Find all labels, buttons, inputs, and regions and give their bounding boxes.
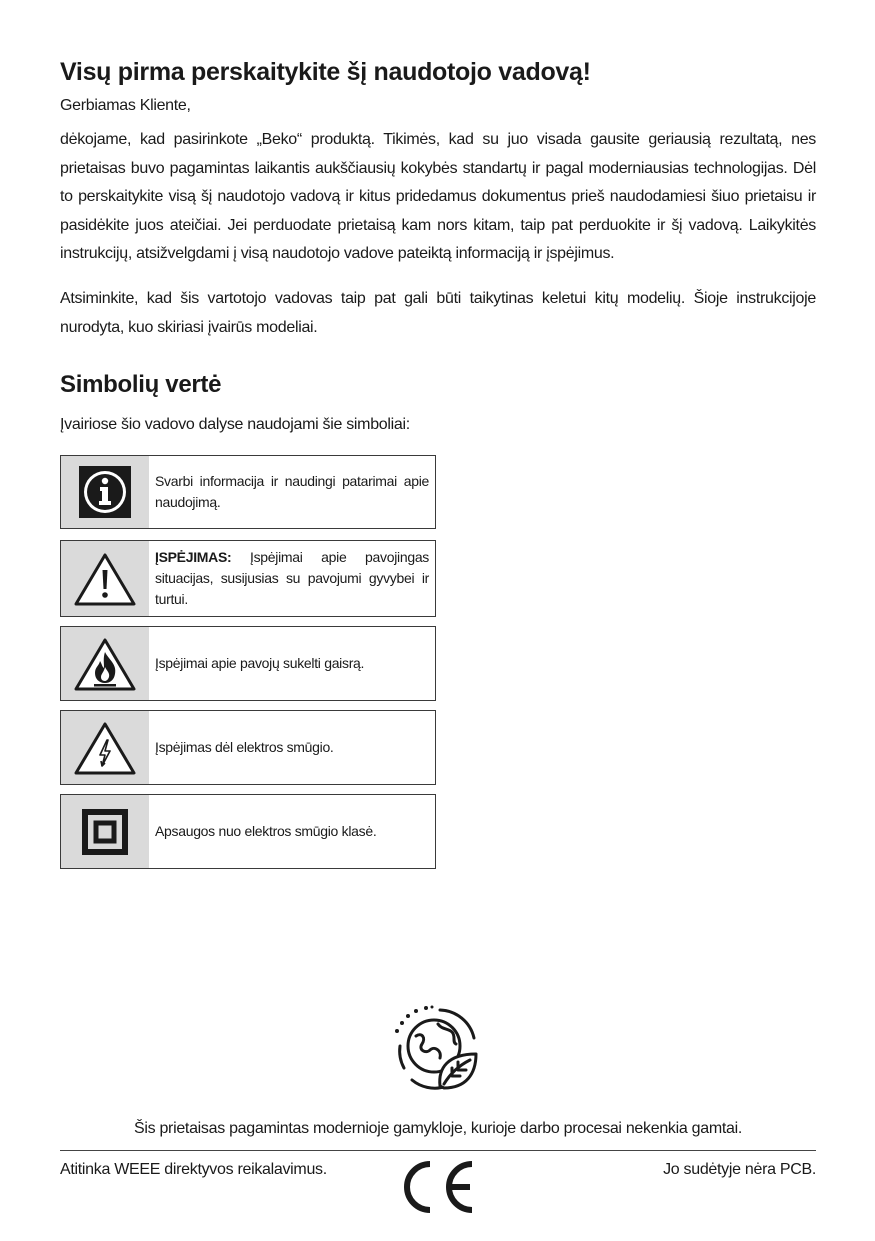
symbol-text-warning	[149, 541, 435, 616]
warning-description: Įspėjimai apie pavojingas situacijas, susijusias su pavojumi gyvybei ir turtui.	[155, 549, 429, 607]
ce-mark-icon	[398, 1158, 478, 1216]
symbol-text-electric: Įspėjimas dėl elektros smūgio.	[155, 739, 334, 755]
electric-shock-icon	[61, 711, 149, 784]
page-title: Visų pirma perskaitykite šį naudotojo vadovą!	[60, 58, 591, 86]
weee-compliance-text: Atitinka WEEE direktyvos reikalavimus.	[60, 1161, 327, 1178]
symbol-text-info: Svarbi informacija ir naudingi patarimai apie naudojimą.	[155, 473, 429, 510]
symbol-text-fire: Įspėjimai apie pavojų sukelti gaisrą.	[155, 655, 365, 671]
symbol-row-fire	[60, 626, 436, 701]
symbols-intro: Įvairiose šio vadovo dalyse naudojami šie simboliai:	[60, 416, 410, 433]
greeting-text: Gerbiamas Kliente,	[60, 97, 191, 114]
warning-icon	[61, 541, 149, 616]
protection-class-icon	[61, 795, 149, 868]
fire-warning-icon	[61, 627, 149, 700]
pcb-free-text: Jo sudėtyje nėra PCB.	[663, 1161, 816, 1178]
warning-label: ĮSPĖJIMAS:	[155, 549, 232, 565]
eco-statement: Šis prietaisas pagamintas modernioje gamykloje, kurioje darbo procesai nekenkia gamtai.	[133, 1120, 742, 1137]
eco-globe-leaf-icon	[386, 998, 486, 1098]
info-icon	[61, 456, 149, 528]
symbol-row-electric	[60, 710, 436, 785]
models-paragraph: Atsiminkite, kad šis vartotojo vadovas taip pat gali būti taikytinas keletui kitų modelių. Šioje instrukcijoje nurodyta, kuo skiriasi įvairūs modeliai.	[60, 290, 816, 336]
symbol-text-protection: Apsaugos nuo elektros smūgio klasė.	[155, 823, 377, 839]
symbols-heading: Simbolių vertė	[60, 371, 222, 398]
symbol-row-info	[60, 455, 436, 529]
intro-paragraph: dėkojame, kad pasirinkote „Beko“ produktą. Tikimės, kad su juo visada gausite geriausią rezultatą, nes prietaisas buvo pagamintas laikantis aukščiausių kokybės standartų ir pagal moderniausias technologijas. Dėl to perskaitykite visą šį naudotojo vadovą ir kitus pridedamus dokumentus prieš naudodamiesi šiuo prietaisu ir pasidėkite juos ateičiai. Jei perduodate prietaisą kam nors kitam, taip pat perduokite ir šį vadovą. Laikykitės instrukcijų, atsižvelgdami į visą naudotojo vadove pateiktą informaciją ir įspėjimus.	[60, 131, 816, 262]
symbol-row-warning	[60, 540, 436, 617]
footer-divider	[60, 1150, 816, 1151]
symbol-row-protection	[60, 794, 436, 869]
